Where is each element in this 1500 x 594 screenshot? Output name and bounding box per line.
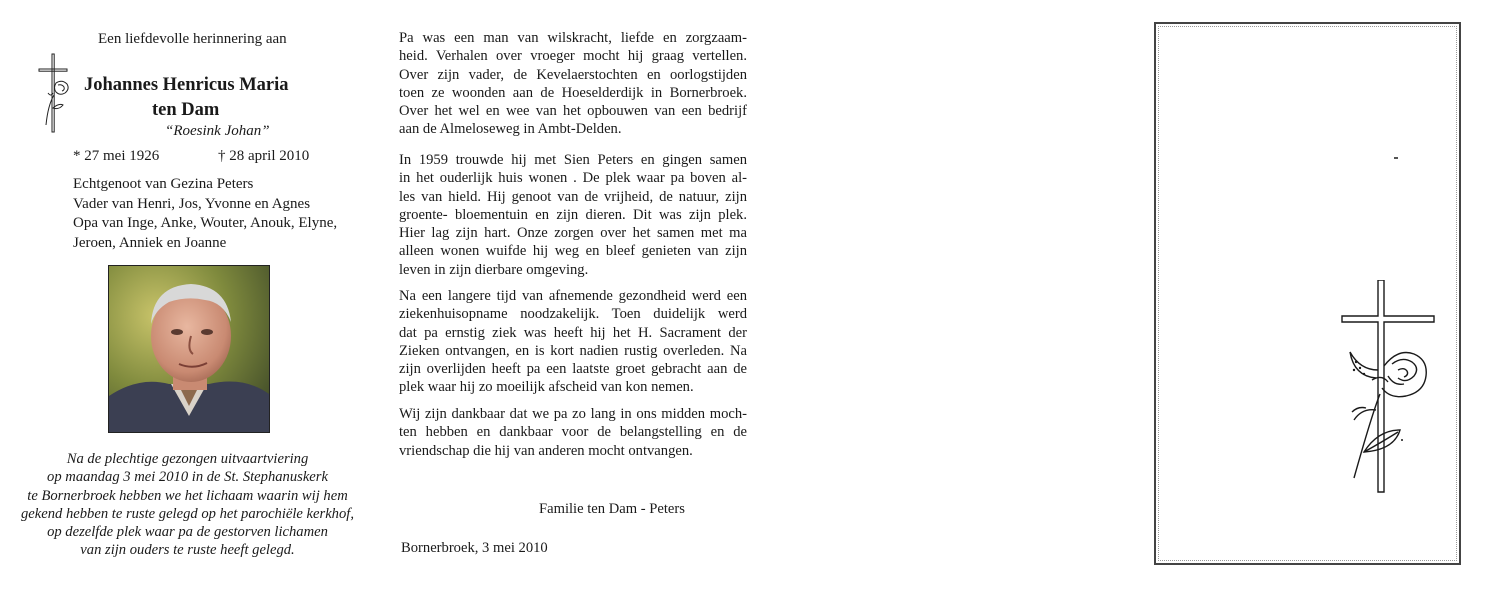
funeral-text: [0, 450, 375, 560]
relation-line: Opa van Inge, Anke, Wouter, Anouk, Elyne,: [73, 215, 338, 231]
bio-line: zijn overlijden heeft pa een laatste groet gebracht aan de: [399, 361, 747, 378]
bio-line: les van hield. Hij genoot van de vrijheid, de natuur, zijn: [399, 188, 747, 205]
funeral-line: op dezelfde plek waar pa de gestorven lichamen: [47, 524, 328, 541]
bio-paragraph-3: [399, 287, 747, 397]
relation-line: Vader van Henri, Jos, Yvonne en Agnes: [73, 195, 311, 212]
bio-line: plek waar hij zo moeilijk afscheid van kon nemen.: [399, 379, 694, 396]
bio-line: In 1959 trouwde hij met Sien Peters en gingen samen: [399, 152, 747, 168]
bio-line: in het ouderlijk huis wonen . De plek waar pa boven al-: [399, 170, 747, 187]
place-date: Bornerbroek, 3 mei 2010: [401, 540, 548, 556]
funeral-line: gekend hebben te ruste gelegd op het parochiële kerkhof,: [21, 505, 354, 522]
bio-line: ziekenhuisopname noodzakelijk. Toen duidelijk werd: [399, 306, 747, 323]
funeral-line: Na de plechtige gezongen uitvaartviering: [66, 451, 309, 467]
cross-with-rose-icon: [36, 53, 74, 135]
bio-paragraph-1: [399, 29, 747, 139]
deceased-nickname: “Roesink Johan”: [165, 123, 270, 139]
death-date: † 28 april 2010: [218, 148, 310, 164]
deceased-name-line1: Johannes Henricus Maria: [84, 75, 289, 95]
bio-line: Na een langere tijd van afnemende gezondheid werd een: [399, 288, 747, 304]
bio-line: Pa was een man van wilskracht, liefde en zorgzaam-: [399, 30, 747, 46]
speck: [1394, 157, 1398, 159]
funeral-line: te Bornerbroek hebben we het lichaam waarin wij hem: [27, 487, 348, 504]
bio-line: ten hebben en dankbaar voor de belangstelling en de: [399, 424, 747, 441]
bio-paragraph-4: [399, 405, 747, 460]
birth-date: * 27 mei 1926: [73, 148, 160, 164]
cross-with-rose-icon: [1336, 280, 1446, 496]
bio-line: Zieken ontvangen, en is kort nadien rustig overleden. Na: [399, 342, 747, 359]
card-cover-panel: [1120, 0, 1500, 594]
bio-line: vriendschap die hij van anderen mocht ontvangen.: [399, 442, 693, 459]
deceased-name-line2: ten Dam: [152, 100, 220, 120]
relation-line: Echtgenoot van Gezina Peters: [73, 176, 254, 192]
family-relations: [73, 175, 337, 253]
bio-line: alleen wonen wuifde hij weg en bleef genieten van zijn: [399, 243, 747, 260]
card-left-panel: [0, 0, 375, 594]
bio-line: heid. Verhalen over vroeger mocht hij graag vertellen.: [399, 48, 747, 65]
bio-line: aan de Almeloseweg in Ambt-Delden.: [399, 121, 622, 138]
intro-text: Een liefdevolle herinnering aan: [98, 31, 287, 47]
bio-line: groente- bloementuin en zijn dieren. Dit was zijn plek.: [399, 206, 747, 223]
card-middle-panel: [375, 0, 775, 594]
bio-line: toen ze woonden aan de Hoeselderdijk in Bornerbroek.: [399, 84, 747, 101]
funeral-line: op maandag 3 mei 2010 in de St. Stephanuskerk: [47, 469, 328, 486]
relation-line: Jeroen, Anniek en Joanne: [73, 234, 227, 251]
funeral-line: van zijn ouders te ruste heeft gelegd.: [80, 542, 295, 559]
bio-line: Wij zijn dankbaar dat we pa zo lang in ons midden moch-: [399, 406, 747, 422]
bio-line: dat pa ernstig ziek was heeft hij het H. Sacrament der: [399, 324, 747, 341]
bio-line: leven in zijn dierbare omgeving.: [399, 261, 589, 278]
portrait-photo: [108, 265, 270, 433]
family-signature: Familie ten Dam - Peters: [539, 501, 685, 517]
bio-paragraph-2: [399, 151, 747, 279]
bio-line: Over zijn vader, de Kevelaerstochten en oorlogstijden: [399, 66, 747, 83]
bio-line: Hier lag zijn hart. Onze zorgen over het samen met ma: [399, 225, 747, 242]
bio-line: Over het wel en wee van het opbouwen van een bedrijf: [399, 103, 747, 120]
